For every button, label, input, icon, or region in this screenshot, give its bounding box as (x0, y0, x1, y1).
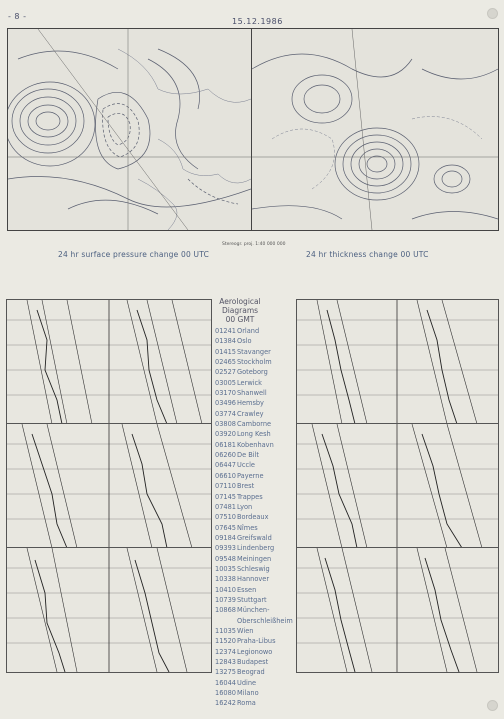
station-code: 03808 (215, 420, 236, 429)
diagram-lines (297, 548, 498, 672)
station-name: Hannover (237, 575, 270, 584)
station-code: 06610 (215, 471, 236, 480)
station-row (215, 657, 295, 667)
station-row (215, 357, 295, 367)
station-row (215, 367, 295, 377)
station-name: Stockholm (237, 358, 272, 367)
station-name: Legionowo (237, 647, 273, 656)
station-code: 07510 (215, 513, 236, 522)
punch-hole (487, 700, 498, 711)
station-code: 02465 (215, 358, 236, 367)
surface-pressure-change-map (7, 28, 252, 231)
station-code: 09548 (215, 554, 236, 563)
station-name: Hemsby (237, 399, 264, 408)
station-row (215, 636, 295, 646)
station-code: 12374 (215, 647, 236, 656)
station-row (215, 554, 295, 564)
station-code: 03170 (215, 389, 236, 398)
station-name: Long Kesh (237, 430, 271, 439)
station-row (215, 326, 295, 336)
station-row (215, 471, 295, 481)
station-name: Budapest (237, 658, 269, 666)
station-name: Lyon (237, 502, 253, 511)
map-scale-note: Stereogr. proj. 1:40 000 000 (222, 242, 286, 247)
station-code: 16080 (215, 689, 236, 698)
page-date: 15.12.1986 (232, 17, 283, 26)
station-code: 07481 (215, 502, 236, 511)
station-code: 16044 (215, 678, 236, 687)
station-row (215, 688, 295, 698)
station-code: 11520 (215, 637, 236, 646)
station-row (215, 564, 295, 574)
station-code: 03774 (215, 409, 236, 418)
station-row (215, 398, 295, 408)
station-code: 09393 (215, 544, 236, 553)
station-code: 07645 (215, 523, 236, 532)
station-row (215, 347, 295, 357)
station-row (215, 595, 295, 605)
station-row (215, 388, 295, 398)
station-row (215, 667, 295, 677)
station-code: 16242 (215, 699, 236, 708)
legend-title-line3: 00 GMT (225, 315, 255, 324)
diagram-lines (7, 424, 211, 548)
legend-title (210, 297, 270, 324)
station-code: 01241 (215, 327, 236, 335)
station-name: Stavanger (237, 347, 271, 356)
station-name: Payerne (237, 471, 264, 480)
station-code: 11035 (215, 626, 236, 635)
station-name: Milano (237, 689, 259, 698)
station-row (215, 533, 295, 543)
pressure-map-drawing (8, 29, 251, 230)
aerological-panel-right-top (296, 299, 499, 425)
station-row (215, 429, 295, 439)
station-code: 01415 (215, 347, 236, 356)
station-row (215, 378, 295, 388)
page-number: - 8 - (8, 12, 27, 21)
aerological-panel-right-bottom (296, 547, 499, 673)
station-code: 10035 (215, 564, 236, 573)
aerological-panel-right-middle (296, 423, 499, 549)
station-name: Praha-Libus (237, 637, 276, 646)
station-code: 10410 (215, 585, 236, 594)
station-row (215, 523, 295, 533)
legend-title-line2: Diagrams (221, 306, 259, 315)
station-row (215, 616, 295, 626)
station-name: Goteborg (237, 368, 268, 377)
station-row (215, 336, 295, 346)
punch-hole (487, 8, 498, 19)
station-row (215, 585, 295, 595)
station-name: Schleswig (237, 564, 270, 573)
station-code: 12843 (215, 658, 236, 666)
station-code: 01384 (215, 337, 236, 346)
station-name: Beograd (237, 668, 265, 677)
station-code: 02527 (215, 368, 236, 377)
station-name: Brest (237, 482, 255, 491)
station-row (215, 698, 295, 708)
aerological-panel-left-bottom (6, 547, 212, 673)
station-row (215, 605, 295, 615)
aerological-panel-left-middle (6, 423, 212, 549)
diagram-lines (7, 548, 211, 672)
station-code: 09184 (215, 533, 236, 542)
station-name: Oslo (237, 337, 252, 346)
station-name: Bordeaux (237, 513, 269, 522)
legend-title-line1: Aerological (219, 297, 261, 306)
station-name: Nîmes (237, 523, 258, 532)
station-name: Stuttgart (237, 595, 267, 604)
right-map-caption: 24 hr thickness change 00 UTC (306, 250, 429, 259)
station-code: 06181 (215, 440, 236, 449)
station-name: Crawley (237, 409, 264, 418)
station-name: De Bilt (237, 451, 260, 460)
diagram-lines (7, 300, 211, 424)
station-code: 03005 (215, 378, 236, 387)
station-name: Kobenhavn (237, 440, 274, 449)
station-code: 06447 (215, 461, 236, 470)
station-name: Meiningen (237, 554, 272, 563)
station-name: Shanwell (237, 389, 267, 398)
left-map-caption: 24 hr surface pressure change 00 UTC (58, 250, 210, 259)
station-row (215, 574, 295, 584)
station-row (215, 626, 295, 636)
diagram-lines (297, 300, 498, 424)
station-row (215, 419, 295, 429)
station-name: Greifswald (237, 533, 272, 542)
station-name: Oberschleißheim (237, 616, 293, 625)
station-name: Roma (237, 699, 256, 708)
station-row (215, 543, 295, 553)
station-name: Trappes (237, 492, 263, 501)
station-code: 10338 (215, 575, 236, 584)
station-row (215, 409, 295, 419)
station-name: Orland (237, 327, 260, 335)
station-name: Essen (237, 585, 257, 594)
station-row (215, 512, 295, 522)
station-code: 10739 (215, 595, 236, 604)
station-name: Udine (237, 678, 257, 687)
thickness-change-map (251, 28, 499, 231)
station-list (215, 326, 295, 709)
thickness-map-drawing (252, 29, 498, 230)
station-row (215, 440, 295, 450)
station-name: München- (237, 606, 270, 615)
station-row (215, 492, 295, 502)
station-code: 10868 (215, 606, 236, 615)
station-name: Camborne (237, 420, 272, 429)
station-code: 07110 (215, 482, 236, 491)
station-row (215, 450, 295, 460)
station-row (215, 678, 295, 688)
station-name: Lerwick (237, 378, 262, 387)
station-name: Wien (237, 626, 254, 635)
station-row (215, 502, 295, 512)
station-row (215, 460, 295, 470)
station-code: 03920 (215, 430, 236, 439)
station-code: 06260 (215, 451, 236, 460)
station-code: 13275 (215, 668, 236, 677)
station-row (215, 481, 295, 491)
aerological-panel-left-top (6, 299, 212, 425)
station-row (215, 647, 295, 657)
station-code: 07145 (215, 492, 236, 501)
diagram-lines (297, 424, 498, 548)
station-name: Lindenberg (237, 544, 275, 553)
station-name: Uccle (237, 461, 255, 470)
station-code: 03496 (215, 399, 236, 408)
